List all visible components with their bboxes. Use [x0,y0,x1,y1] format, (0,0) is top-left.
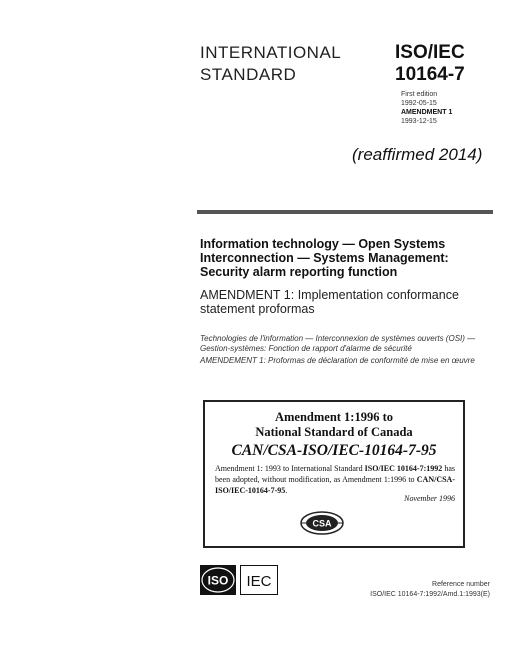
csa-date: November 1996 [404,494,455,503]
english-title: Information technology — Open Systems Interconnection — Systems Management: Security alarm reporting function [200,237,449,279]
csa-body-can: CAN/CSA-ISO/IEC-10164-7-95 [215,475,455,495]
edition-date: 1992-05-15 [401,100,437,107]
divider-rule [197,210,493,214]
reaffirmed-note: (reaffirmed 2014) [352,145,483,164]
csa-logo-text: CSA [312,518,332,529]
standard-number [395,42,465,86]
french-amendment-title: AMENDEMENT 1: Proformas de déclaration de conformité de mise en œuvre [200,356,475,365]
csa-body-std: ISO/IEC 10164-7:1992 [364,464,443,473]
iso-logo [200,565,236,595]
standard-type-line2: STANDARD [200,65,297,84]
csa-heading-2: National Standard of Canada [255,425,413,439]
english-amendment-title: AMENDMENT 1: Implementation conformance statement proformas [200,288,459,316]
iec-logo [240,565,278,595]
csa-adoption-box [203,400,465,548]
reference-label: Reference number [432,581,490,588]
standard-number-line1: ISO/IEC [395,42,465,63]
edition-label: First edition [401,91,438,98]
csa-body-end: . [285,486,288,495]
reference-number: ISO/IEC 10164-7:1992/Amd.1:1993(E) [370,591,490,598]
amendment-date: 1993-12-15 [401,118,437,125]
amendment-label: AMENDMENT 1 [401,109,453,116]
csa-heading-3: CAN/CSA-ISO/IEC-10164-7-95 [231,442,437,459]
csa-body-mid: has been adopted, without modification, as Amendment 1:1996 to [215,464,455,484]
french-title: Technologies de l'information — Interconnexion de systèmes ouverts (OSI) — Gestion-systèmes: Fonction de rapport d'alarme de sécurité [200,334,476,353]
edition-info [401,90,452,126]
csa-logo [299,510,345,536]
reference-number-block [300,580,490,600]
iec-logo-text: IEC [246,573,272,590]
standard-type-line1: INTERNATIONAL [200,43,342,62]
iso-logo-text: ISO [207,573,229,588]
standard-type [200,42,341,86]
standard-number-line2: 10164-7 [395,64,465,85]
csa-body-pre: Amendment 1: 1993 to International Standard [215,464,365,473]
csa-body-text [215,463,455,496]
csa-heading-1: Amendment 1:1996 to [274,410,394,424]
